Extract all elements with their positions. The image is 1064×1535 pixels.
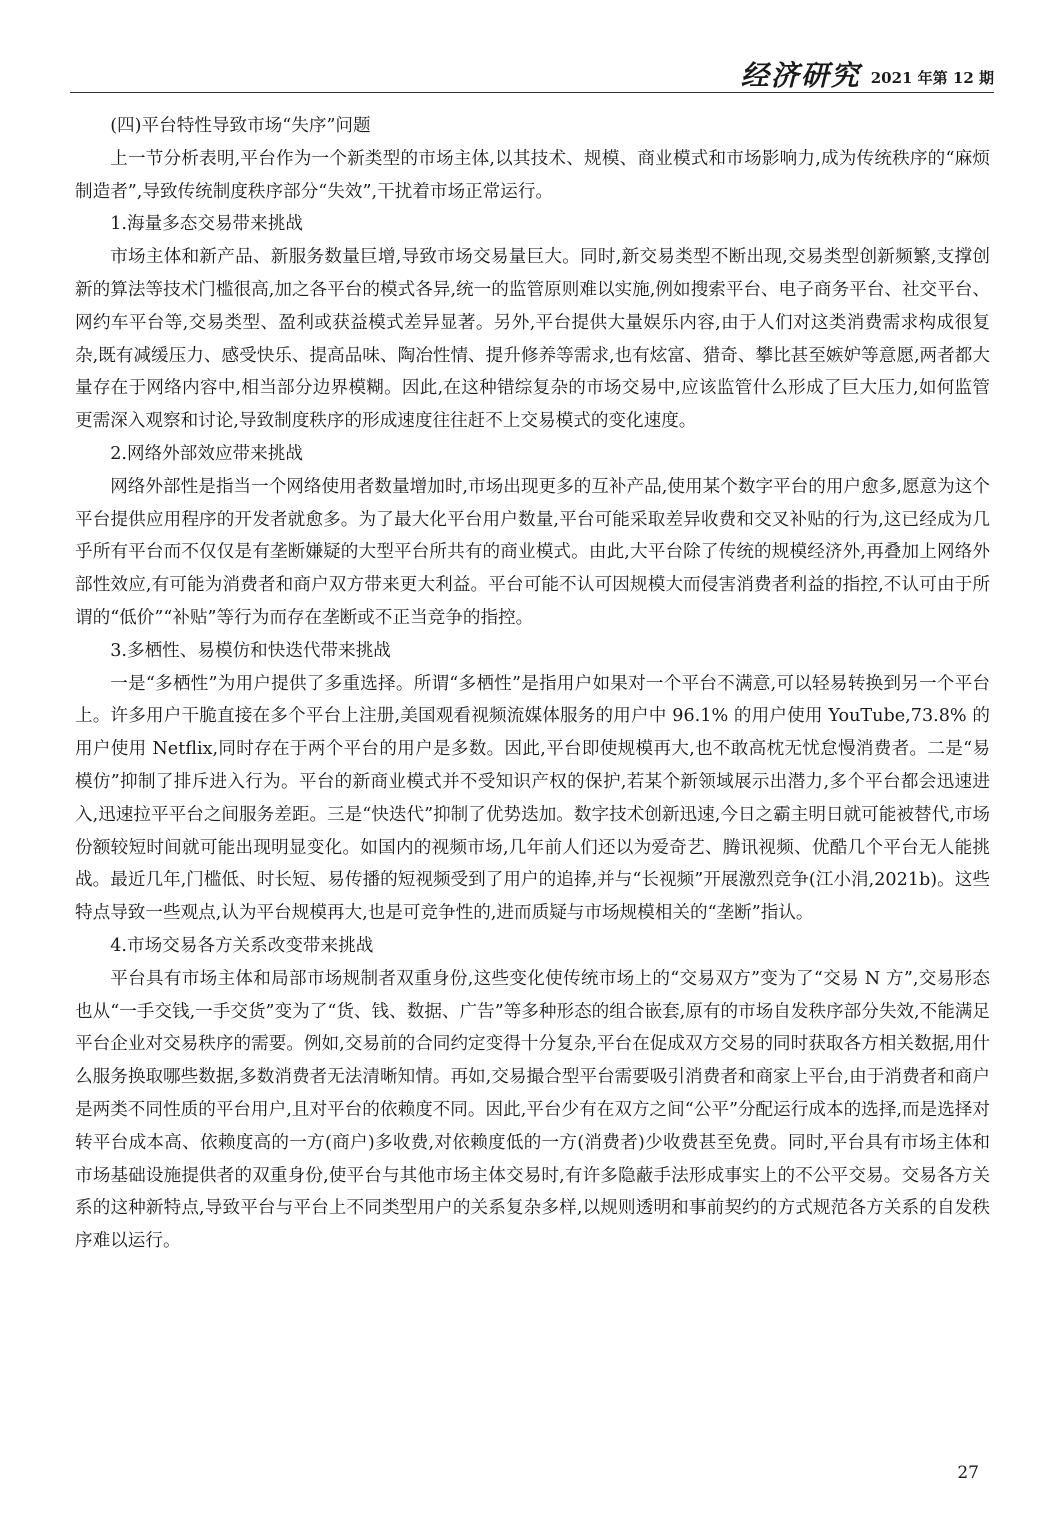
- subsection-heading-4: 4.市场交易各方关系改变带来挑战: [110, 935, 374, 956]
- section-heading: (四)平台特性导致市场“失序”问题: [110, 116, 371, 136]
- subsection-heading-2: 2.网络外部效应带来挑战: [110, 443, 303, 464]
- paragraph: 平台具有市场主体和局部市场规制者双重身份,这些变化使传统市场上的“交易双方”变为了“交易 N 方”,交易形态也从“一手交钱,一手交货”变为了“货、钱、数据、广告”等多种形态的组合嵌套,原有的市场自发秩序部分失效,不能满足平台企业对交易秩序的需要。例如,交易前的合同约定变得十分复杂,平台在促成双方交易的同时获取各方相关数据,用什么服务换取哪些数据,多数消费者无法清晰知情。再如,交易撮合型平台需要吸引消费者和商家上平台,由于消费者和商户是两类不同性质的平台用户,且对平台的依赖度不同。因此,平台少有在双方之间“公平”分配运行成本的选择,而是选择对转平台成本高、依赖度高的一方(商户)多收费,对依赖度低的一方(消费者)少收费甚至免费。同时,平台具有市场主体和市场基础设施提供者的双重身份,使平台与其他市场主体交易时,有许多隐蔽手法形成事实上的不公平交易。交易各方关系的这种新特点,导致平台与平台上不同类型用户的关系复杂多样,以规则透明和事前契约的方式规范各方关系的自发秩序难以运行。: [75, 968, 990, 1252]
- journal-logo: 经济研究: [740, 59, 861, 92]
- section-intro: 上一节分析表明,平台作为一个新类型的市场主体,以其技术、规模、商业模式和市场影响力,成为传统秩序的“麻烦制造者”,导致传统制度秩序部分“失效”,干扰着市场正常运行。: [75, 148, 990, 202]
- subsection-heading-3: 3.多栖性、易模仿和快迭代带来挑战: [110, 640, 391, 661]
- issue-label: 2021 年第 12 期: [870, 69, 994, 87]
- paragraph: 一是“多栖性”为用户提供了多重选择。所谓“多栖性”是指用户如果对一个平台不满意,可以轻易转换到另一个平台上。许多用户干脆直接在多个平台上注册,美国观看视频流媒体服务的用户中 96.1% 的用户使用 YouTube,73.8% 的用户使用 Netflix,同时存在于两个平台的用户是多数。因此,平台即使规模再大,也不敢高枕无忧怠慢消费者。二是“易模仿”抑制了排斥进入行为。平台的新商业模式并不受知识产权的保护,若某个新领域展示出潜力,多个平台都会迅速进入,迅速拉平平台之间服务差距。三是“快迭代”抑制了优势迭加。数字技术创新迅速,今日之霸主明日就可能被替代,市场份额较短时间就可能出现明显变化。如国内的视频市场,几年前人们还以为爱奇艺、腾讯视频、优酷几个平台无人能挑战。最近几年,门槛低、时长短、易传播的短视频受到了用户的追捧,并与“长视频”开展激烈竞争(江小涓,2021b)。这些特点导致一些观点,认为平台规模再大,也是可竞争性的,进而质疑与市场规模相关的“垄断”指认。: [75, 673, 990, 924]
- paragraph: 市场主体和新产品、新服务数量巨增,导致市场交易量巨大。同时,新交易类型不断出现,交易类型创新频繁,支撑创新的算法等技术门槛很高,加之各平台的模式各异,统一的监管原则难以实施,例如搜索平台、电子商务平台、社交平台、网约车平台等,交易类型、盈利或获益模式差异显著。另外,平台提供大量娱乐内容,由于人们对这类消费需求构成很复杂,既有减缓压力、感受快乐、提高品味、陶冶性情、提升修养等需求,也有炫富、猎奇、攀比甚至嫉妒等意愿,两者都大量存在于网络内容中,相当部分边界模糊。因此,在这种错综复杂的市场交易中,应该监管什么形成了巨大压力,如何监管更需深入观察和讨论,导致制度秩序的形成速度往往赶不上交易模式的变化速度。: [75, 247, 990, 432]
- subsection-heading-1: 1.海量多态交易带来挑战: [110, 214, 303, 235]
- page-number: 27: [957, 1463, 979, 1483]
- article-body: [75, 110, 990, 1258]
- paragraph: 网络外部性是指当一个网络使用者数量增加时,市场出现更多的互补产品,使用某个数字平台的用户愈多,愿意为这个平台提供应用程序的开发者就愈多。为了最大化平台用户数量,平台可能采取差异收费和交叉补贴的行为,这已经成为几乎所有平台而不仅仅是有垄断嫌疑的大型平台所共有的商业模式。由此,大平台除了传统的规模经济外,再叠加上网络外部性效应,有可能为消费者和商户双方带来更大利益。平台可能不认可因规模大而侵害消费者利益的指控,不认可由于所谓的“低价”“补贴”等行为而存在垄断或不正当竞争的指控。: [75, 476, 990, 628]
- running-header: [70, 58, 994, 93]
